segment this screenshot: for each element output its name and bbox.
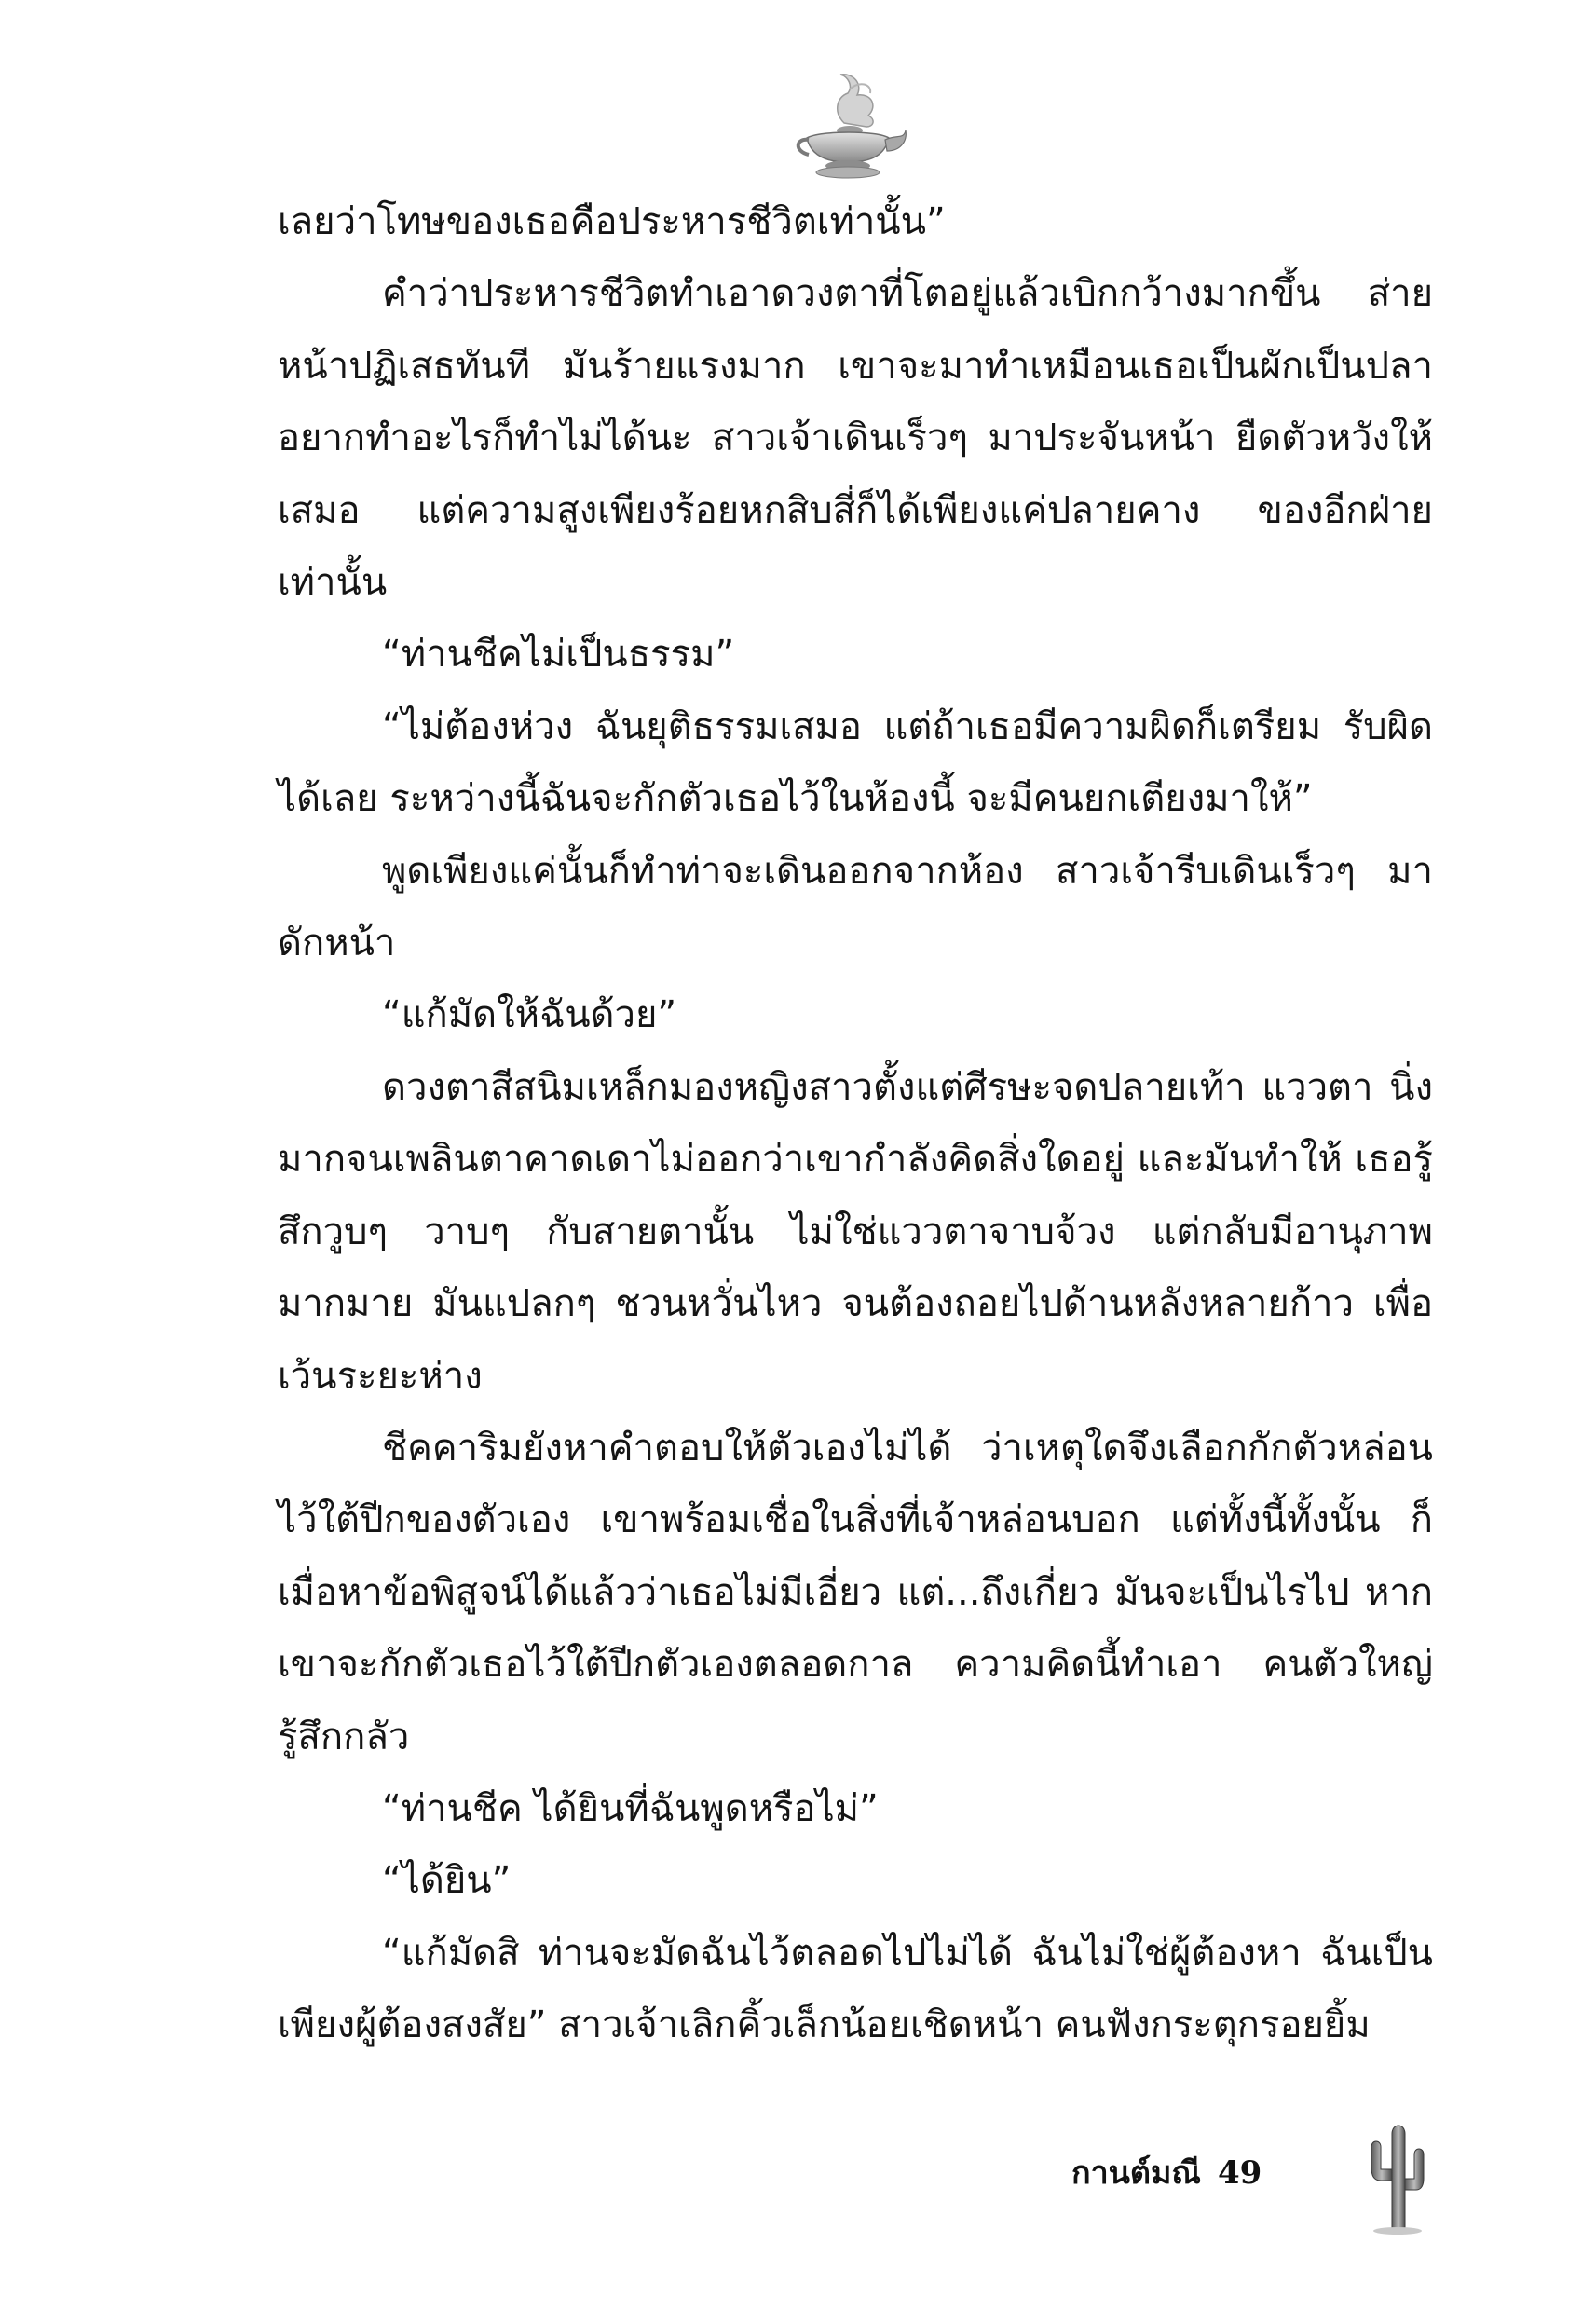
paragraph-10: “ได้ยิน”	[382, 1859, 512, 1903]
paragraph-1: เลยว่าโทษของเธอคือประหารชีวิตเท่านั้น”	[278, 200, 946, 243]
paragraph-7: ดวงตาสีสนิมเหล็กมองหญิงสาวตั้งแต่ศีรษะจดปลายเท้า แววตา นิ่งมากจนเพลินตาคาดเดาไม่ออกว่าเขากำลังคิดสิ่งใดอยู่ และมันทำให้ เธอรู้สึกวูบๆ วาบๆ กับสายตานั้น ไม่ใช่แววตาจาบจ้วง แต่กลับมีอานุภาพ มากมาย มันแปลกๆ ชวนหวั่นไหว จนต้องถอยไปด้านหลังหลายก้าว เพื่อเว้นระยะห่าง	[278, 1065, 1433, 1398]
paragraph-4: “ไม่ต้องห่วง ฉันยุติธรรมเสมอ แต่ถ้าเธอมีความผิดก็เตรียม รับผิดได้เลย ระหว่างนี้ฉันจะกักตัวเธอไว้ในห้องนี้ จะมีคนยกเตียงมาให้”	[278, 704, 1433, 821]
cactus-icon	[1360, 2115, 1435, 2236]
paragraph-2: คำว่าประหารชีวิตทำเอาดวงตาที่โตอยู่แล้วเบิกกว้างมากขึ้น ส่ายหน้าปฏิเสธทันที มันร้ายแรงมาก เขาจะมาทำเหมือนเธอเป็นผักเป็นปลาอยากทำอะไรก็ทำไม่ได้นะ สาวเจ้าเดินเร็วๆ มาประจันหน้า ยืดตัวหวังให้เสมอ แต่ความสูงเพียงร้อยหกสิบสี่ก็ได้เพียงแค่ปลายคาง ของอีกฝ่ายเท่านั้น	[278, 272, 1433, 605]
paragraph-11: “แก้มัดสิ ท่านจะมัดฉันไว้ตลอดไปไม่ได้ ฉันไม่ใช่ผู้ต้องหา ฉันเป็น เพียงผู้ต้องสงสัย” สาวเจ้าเลิกคิ้วเล็กน้อยเชิดหน้า คนฟังกระตุกรอยยิ้ม	[278, 1931, 1433, 2047]
page-number: 49	[1217, 2154, 1262, 2192]
paragraph-6: “แก้มัดให้ฉันด้วย”	[382, 993, 677, 1037]
book-title: กานต์มณี	[1071, 2154, 1201, 2192]
page-footer	[1071, 2115, 1444, 2236]
body-text	[278, 186, 1433, 2062]
paragraph-3: “ท่านชีคไม่เป็นธรรม”	[382, 633, 735, 677]
paragraph-5: พูดเพียงแค่นั้นก็ทำท่าจะเดินออกจากห้อง สาวเจ้ารีบเดินเร็วๆ มาดักหน้า	[278, 849, 1433, 965]
paragraph-9: “ท่านชีค ได้ยินที่ฉันพูดหรือไม่”	[382, 1786, 879, 1830]
footer-text	[1071, 2147, 1262, 2197]
magic-lamp-icon	[788, 65, 909, 186]
paragraph-8: ชีคคาริมยังหาคำตอบให้ตัวเองไม่ได้ ว่าเหตุใดจึงเลือกกักตัวหล่อน ไว้ใต้ปีกของตัวเอง เขาพร้อมเชื่อในสิ่งที่เจ้าหล่อนบอก แต่ทั้งนี้ทั้งนั้น ก็เมื่อหาข้อพิสูจน์ได้แล้วว่าเธอไม่มีเอี่ยว แต่...ถึงเกี่ยว มันจะเป็นไรไป หากเขาจะกักตัวเธอไว้ใต้ปีกตัวเองตลอดกาล ความคิดนี้ทำเอา คนตัวใหญ่รู้สึกกลัว	[278, 1426, 1433, 1758]
